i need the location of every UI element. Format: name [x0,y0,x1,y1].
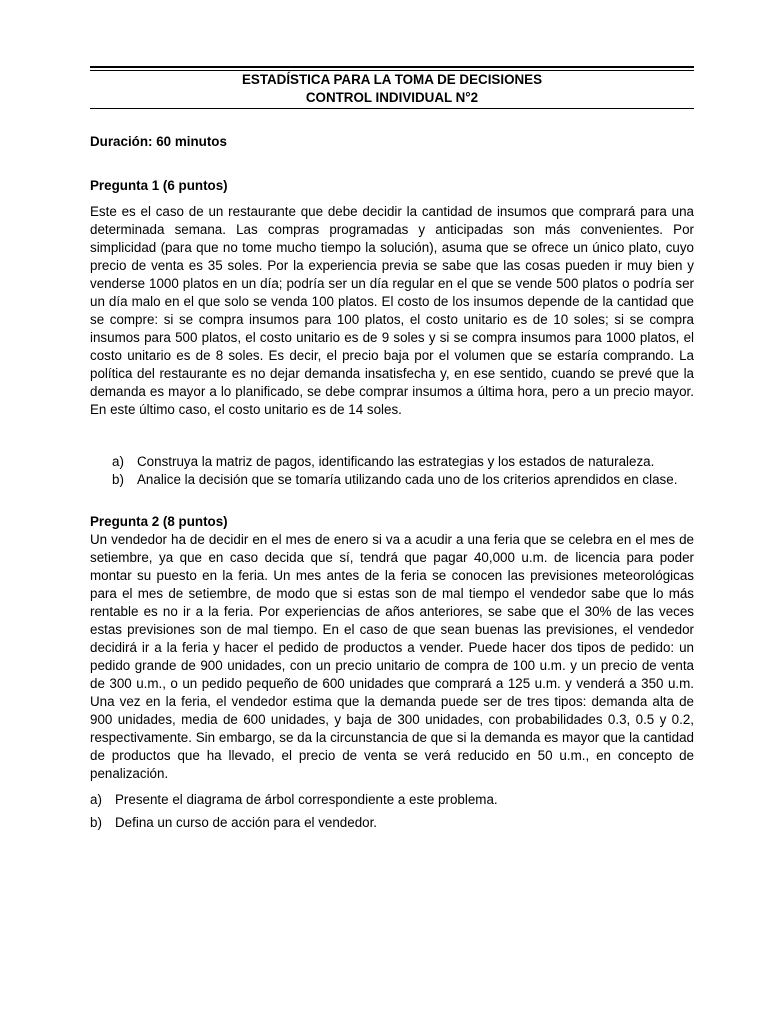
item-label: b) [90,815,102,830]
list-item [90,791,694,809]
item-text: Analice la decisión que se tomaría utilizando cada uno de los criterios aprendidos en clase. [137,472,678,487]
title-line-2: CONTROL INDIVIDUAL N°2 [305,90,479,105]
question-1-items [90,453,694,489]
header-rule-bottom [90,108,694,109]
header-rule-top [90,66,694,68]
document-title [90,71,694,107]
item-text: Defina un curso de acción para el vendedor. [115,815,378,830]
list-item [90,814,694,832]
item-text: Presente el diagrama de árbol correspondiente a este problema. [115,792,498,807]
item-text: Construya la matriz de pagos, identificando las estrategias y los estados de naturaleza. [137,454,655,469]
duration-label: Duración: 60 minutos [90,134,227,149]
list-item [90,453,694,471]
item-label: a) [112,454,124,469]
title-line-1: ESTADÍSTICA PARA LA TOMA DE DECISIONES [241,72,543,87]
question-1-body: Este es el caso de un restaurante que debe decidir la cantidad de insumos que comprará para una determinada semana. Las compras programadas y anticipadas son más convenientes. Por simplicidad (para que no tome mucho tiempo la solución), asuma que se ofrece un único plato, cuyo precio de venta es 35 soles. Por la experiencia previa se sabe que las cosas pueden ir muy bien y venderse 1000 platos en un día; podría ser un día regular en el que se vende 500 platos o podría ser un día malo en el que solo se venda 100 platos. El costo de los insumos depende de la cantidad que se compre: si se compra insumos para 100 platos, el costo unitario es de 10 soles; si se compra insumos para 500 platos, el costo unitario es de 9 soles y si se compra insumos para 1000 platos, el costo unitario es de 8 soles. Es decir, el precio baja por el volumen que se estaría comprando. La política del restaurante es no dejar demanda insatisfecha y, en ese sentido, cuando se prevé que la demanda es mayor a lo planificado, se debe comprar insumos a última hora, pero a un precio mayor. En este último caso, el costo unitario es de 14 soles. [90,204,694,417]
item-label: b) [112,472,124,487]
list-item [90,471,694,489]
question-1-heading: Pregunta 1 (6 puntos) [90,178,228,193]
item-label: a) [90,792,102,807]
question-2-body: Un vendedor ha de decidir en el mes de enero si va a acudir a una feria que se celebra en el mes de setiembre, ya que en caso decida que sí, tendrá que pagar 40,000 u.m. de licencia para poder montar su puesto en la feria. Un mes antes de la feria se conocen las previsiones meteorológicas para el mes de setiembre, de modo que si estas son de mal tiempo el vendedor sabe que lo más rentable es no ir a la feria. Por experiencias de años anteriores, se sabe que el 30% de las veces estas previsiones son de mal tiempo. En el caso de que sean buenas las previsiones, el vendedor decidirá ir a la feria y hacer el pedido de productos a vender. Puede hacer dos tipos de pedido: un pedido grande de 900 unidades, con un precio unitario de compra de 100 u.m. y un precio de venta de 300 u.m., o un pedido pequeño de 600 unidades que comprará a 125 u.m. y venderá a 350 u.m. Una vez en la feria, el vendedor estima que la demanda puede ser de tres tipos: demanda alta de 900 unidades, media de 600 unidades, y baja de 300 unidades, con probabilidades 0.3, 0.5 y 0.2, respectivamente. Sin embargo, se da la circunstancia de que si la demanda es mayor que la cantidad de productos que ha llevado, el precio de venta se verá reducido en 50 u.m., en concepto de penalización. [90,532,694,781]
question-2-heading: Pregunta 2 (8 puntos) [90,514,228,529]
question-2-items [90,791,694,832]
document-body [90,133,694,832]
